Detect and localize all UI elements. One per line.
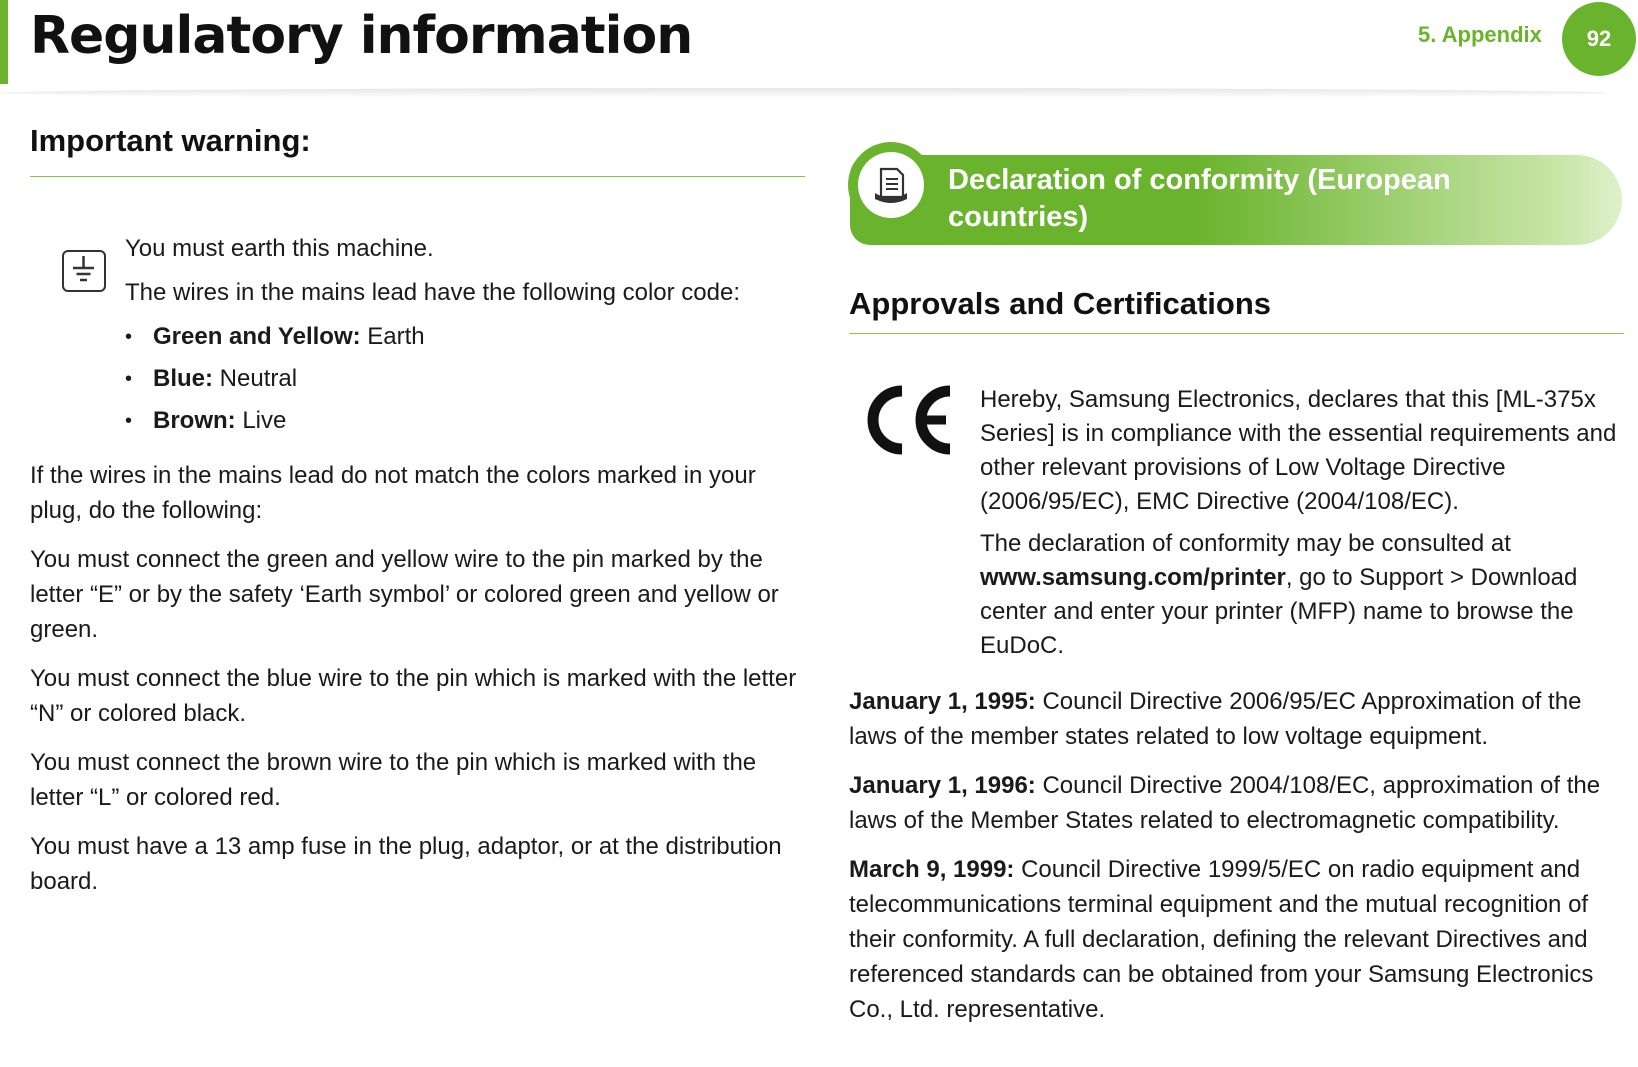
banner-icon-ring: [848, 142, 934, 228]
bullet-value: Neutral: [213, 365, 298, 392]
bullet-label: Blue:: [153, 365, 213, 392]
date-text: Council Directive 1999/5/EC on radio equipment and telecommunications terminal equipment and the mutual recognition of their conformity. A full declaration, defining the relevant Directives and referenced standards can be obtained from your Samsung Electronics Co., Ltd. representative.: [849, 856, 1594, 1023]
important-warning-heading: Important warning:: [30, 123, 311, 158]
samsung-printer-link[interactable]: www.samsung.com/printer: [980, 564, 1286, 591]
ce-text-before: The declaration of conformity may be consulted at: [980, 530, 1511, 557]
list-item: [125, 362, 805, 396]
banner-title: Declaration of conformity (European countries): [948, 164, 1451, 233]
page-title: Regulatory information: [30, 6, 693, 66]
wiring-instructions: [30, 458, 810, 913]
header-divider: [0, 88, 1610, 98]
paragraph: You must have a 13 amp fuse in the plug, adaptor, or at the distribution board.: [30, 833, 782, 895]
paragraph: You must connect the green and yellow wire to the pin marked by the letter “E” or by the safety ‘Earth symbol’ or colored green and yellow or green.: [30, 546, 779, 643]
bullet-value: Earth: [360, 323, 425, 350]
date-entry: [849, 684, 1634, 754]
page-number-badge: 92: [1562, 2, 1636, 76]
date-label: January 1, 1996:: [849, 772, 1036, 799]
heading-rule: [30, 176, 805, 177]
date-label: March 9, 1999:: [849, 856, 1015, 883]
bullet-label: Brown:: [153, 407, 236, 434]
wire-color-list: [125, 320, 805, 438]
note-line-2: The wires in the mains lead have the following color code:: [125, 279, 740, 306]
section-label[interactable]: 5. Appendix: [1418, 22, 1542, 47]
ce-mark-icon: [862, 385, 957, 455]
bullet-label: Green and Yellow:: [153, 323, 361, 350]
date-entry: [849, 852, 1634, 1027]
date-text: Council Directive 2006/95/EC Approximation of the laws of the member states related to low voltage equipment.: [849, 688, 1582, 750]
date-entry: [849, 768, 1634, 838]
earth-ground-icon: [62, 250, 106, 292]
ce-paragraph-2: [980, 527, 1635, 663]
heading-rule: [849, 333, 1624, 334]
date-label: January 1, 1995:: [849, 688, 1036, 715]
ce-declaration: [980, 383, 1635, 677]
ce-text-after: , go to Support > Download center and enter your printer (MFP) name to browse the EuDoC.: [980, 564, 1578, 659]
approvals-heading: Approvals and Certifications: [849, 286, 1272, 321]
paragraph: You must connect the blue wire to the pin which is marked with the letter “N” or colored black.: [30, 665, 797, 727]
list-item: [125, 320, 805, 354]
header-accent-bar: [0, 0, 8, 84]
document-icon: [858, 152, 924, 218]
directive-dates: [849, 684, 1634, 1041]
paragraph: You must connect the brown wire to the pin which is marked with the letter “L” or colored red.: [30, 749, 757, 811]
date-text: Council Directive 2004/108/EC, approximation of the laws of the Member States related to electromagnetic compatibility.: [849, 772, 1601, 834]
note-line-1: You must earth this machine.: [125, 235, 434, 262]
paragraph: If the wires in the mains lead do not match the colors marked in your plug, do the following:: [30, 462, 756, 524]
bullet-value: Live: [235, 407, 287, 434]
ce-paragraph: Hereby, Samsung Electronics, declares that this [ML-375x Series] is in compliance with the essential requirements and other relevant provisions of Low Voltage Directive (2006/95/EC), EMC Directive (2004/108/EC).: [980, 386, 1617, 515]
list-item: [125, 404, 805, 438]
earth-note: [125, 232, 805, 446]
